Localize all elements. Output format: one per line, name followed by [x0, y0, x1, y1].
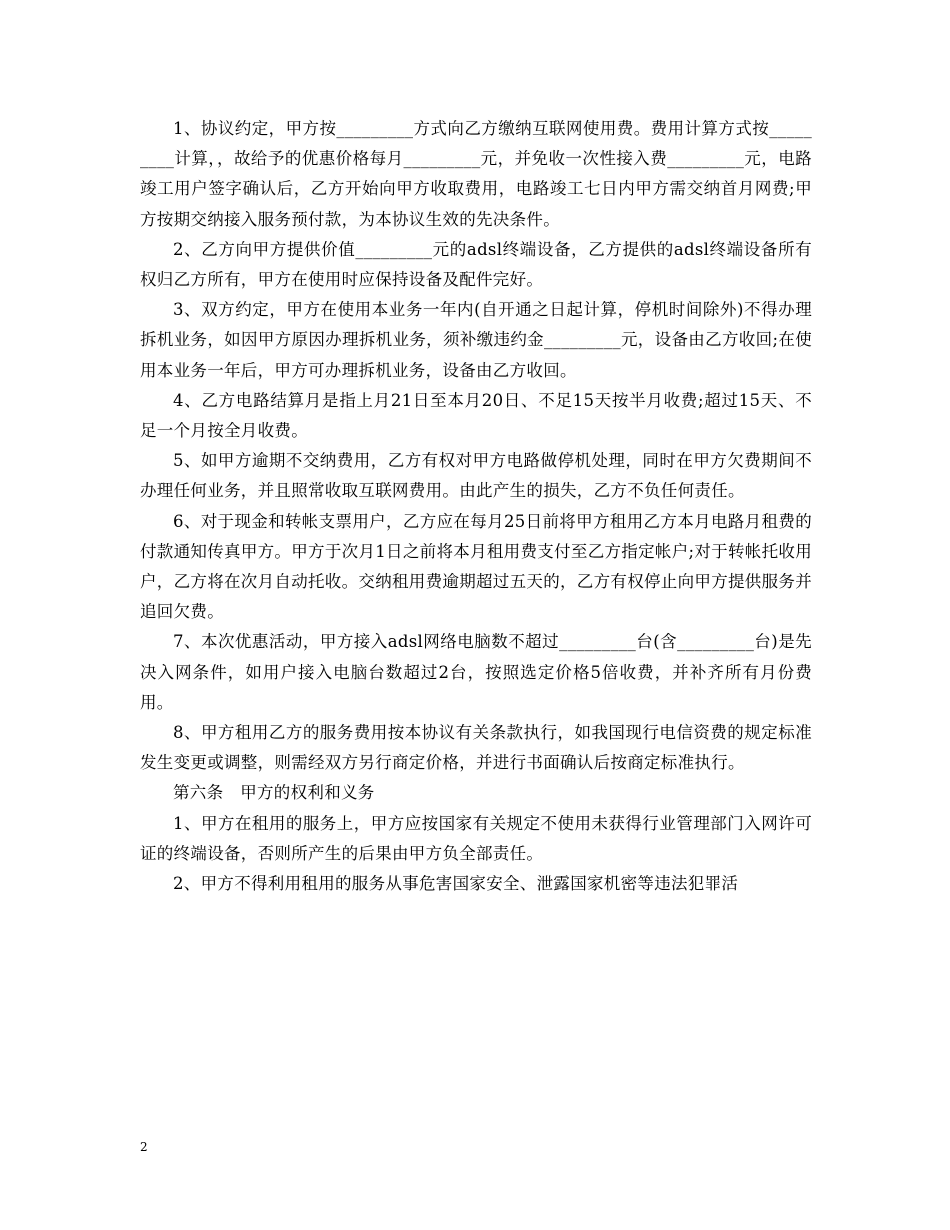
document-body [140, 114, 812, 899]
clause-paragraph-2: 2、乙方向甲方提供价值_________元的adsl终端设备，乙方提供的adsl终端设备所有权归乙方所有，甲方在使用时应保持设备及配件完好。 [140, 239, 812, 290]
clause-paragraph-4: 4、乙方电路结算月是指上月21日至本月20日、不足15天按半月收费;超过15天、不足一个月按全月收费。 [140, 390, 812, 441]
clause-paragraph-6: 6、对于现金和转帐支票用户，乙方应在每月25日前将甲方租用乙方本月电路月租费的付款通知传真甲方。甲方于次月1日之前将本月租用费支付至乙方指定帐户;对于转帐托收用户，乙方将在次月自动托收。交纳租用费逾期超过五天的，乙方有权停止向甲方提供服务并追回欠费。 [140, 511, 812, 622]
clause-paragraph-3: 3、双方约定，甲方在使用本业务一年内(自开通之日起计算，停机时间除外)不得办理拆机业务，如因甲方原因办理拆机业务，须补缴违约金_________元，设备由乙方收回;在使用本业务一年后，甲方可办理拆机业务，设备由乙方收回。 [140, 300, 812, 380]
article-6-paragraph-1: 1、甲方在租用的服务上，甲方应按国家有关规定不使用未获得行业管理部门入网许可证的终端设备，否则所产生的后果由甲方负全部责任。 [140, 813, 812, 863]
clause-paragraph-8: 8、甲方租用乙方的服务费用按本协议有关条款执行，如我国现行电信资费的规定标准发生变更或调整，则需经双方另行商定价格，并进行书面确认后按商定标准执行。 [140, 723, 812, 773]
clause-paragraph-7: 7、本次优惠活动，甲方接入adsl网络电脑数不超过_________台(含_________台)是先决入网条件，如用户接入电脑台数超过2台，按照选定价格5倍收费，并补齐所有月份费用。 [140, 632, 812, 712]
section-heading-article-6: 第六条 甲方的权利和义务 [173, 783, 375, 803]
clause-paragraph-1: 1、协议约定，甲方按_________方式向乙方缴纳互联网使用费。费用计算方式按_________计算，，故给予的优惠价格每月_________元，并免收一次性接入费_________元，电路竣工用户签字确认后，乙方开始向甲方收取费用，电路竣工七日内甲方需交纳首月网费;甲方按期交纳接入服务预付款，为本协议生效的先决条件。 [140, 119, 812, 229]
article-6-paragraph-2: 2、甲方不得利用租用的服务从事危害国家安全、泄露国家机密等违法犯罪活 [173, 874, 739, 894]
clause-paragraph-5: 5、如甲方逾期不交纳费用，乙方有权对甲方电路做停机处理，同时在甲方欠费期间不办理任何业务，并且照常收取互联网费用。由此产生的损失，乙方不负任何责任。 [140, 451, 812, 501]
page-number: 2 [140, 1140, 148, 1154]
